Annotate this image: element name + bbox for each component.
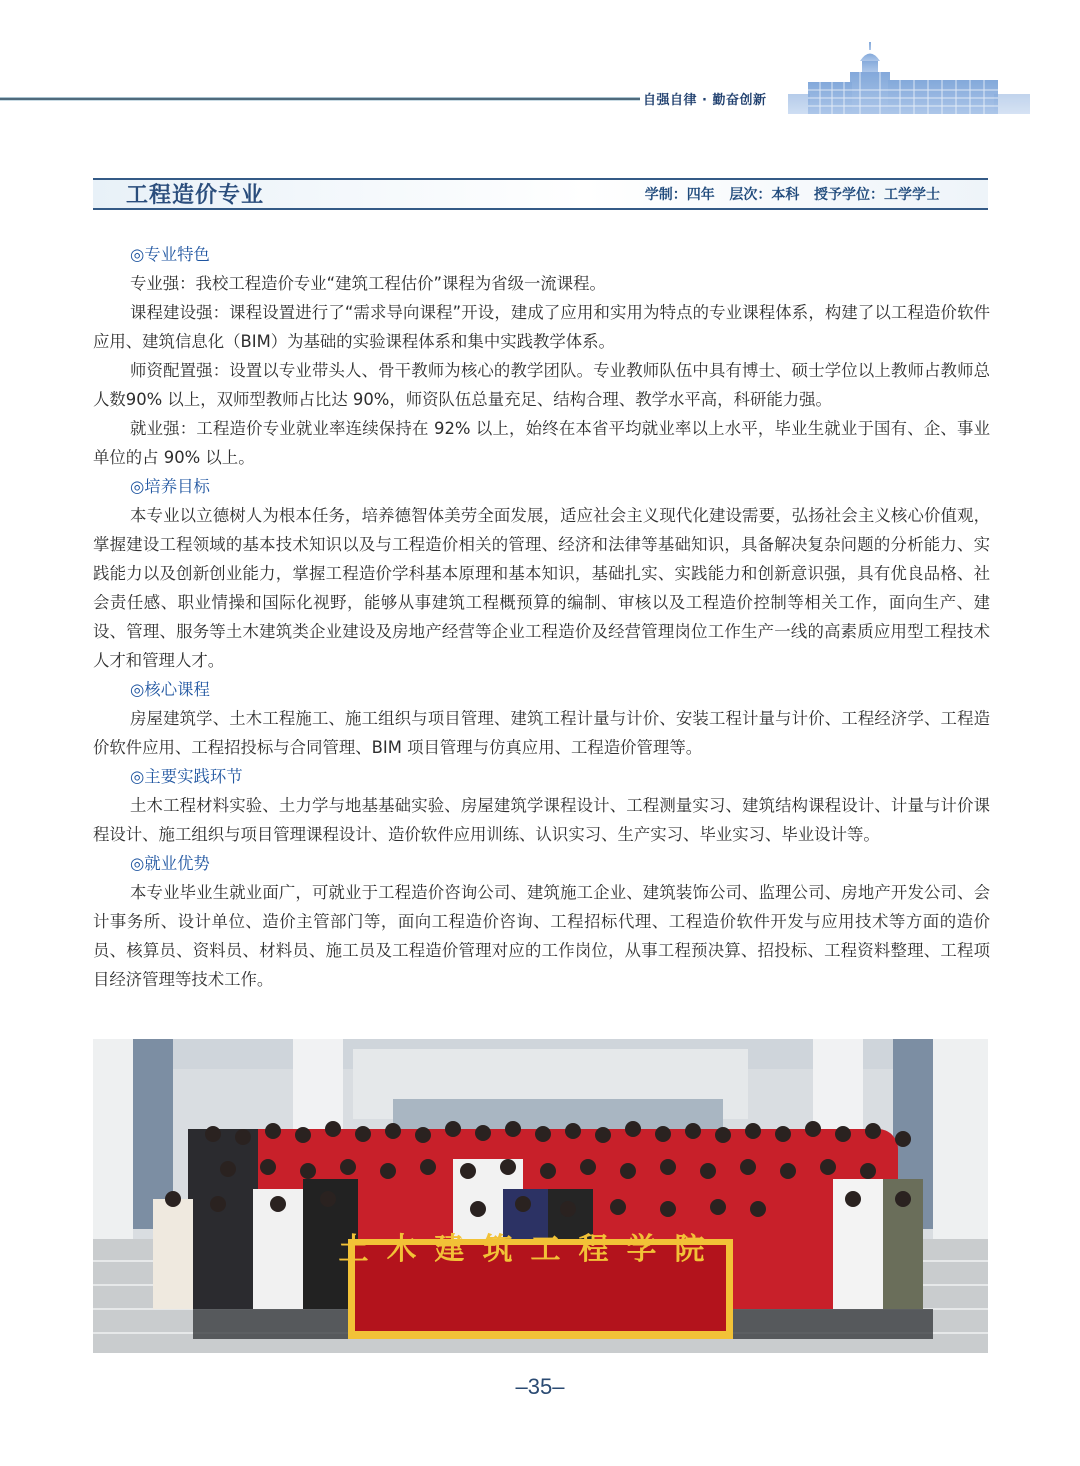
section-heading-employment: ◎就业优势 <box>130 854 210 873</box>
major-title: 工程造价专业 <box>126 182 265 208</box>
section-heading-core-courses: ◎核心课程 <box>130 680 210 699</box>
building-illustration-icon <box>780 38 1040 118</box>
duration-label: 学制：四年 <box>644 187 715 203</box>
paragraph: 师资配置强：设置以专业带头人、骨干教师为核心的教学团队。专业教师队伍中具有博士、硕士学位以上教师占教师总人数90% 以上，双师型教师占比达 90%，师资队伍总量充足、结构合理、教学水平高，科研能力强。 <box>93 361 990 409</box>
major-title-bar <box>93 178 988 210</box>
paragraph: 本专业毕业生就业面广，可就业于工程造价咨询公司、建筑施工企业、建筑装饰公司、监理公司、房地产开发公司、会计事务所、设计单位、造价主管部门等，面向工程造价咨询、工程招标代理、工程造价软件开发与应用技术等方面的造价员、核算员、资料员、材料员、施工员及工程造价管理对应的工作岗位，从事工程预决算、招投标、工程资料整理、工程项目经济管理等技术工作。 <box>93 883 990 989</box>
paragraph: 土木工程材料实验、土力学与地基基础实验、房屋建筑学课程设计、工程测量实习、建筑结构课程设计、计量与计价课程设计、施工组织与项目管理课程设计、造价软件应用训练、认识实习、生产实习、毕业实习、毕业设计等。 <box>93 796 990 844</box>
major-meta <box>645 186 940 204</box>
section-heading-objectives: ◎培养目标 <box>130 477 210 496</box>
paragraph: 专业强：我校工程造价专业“建筑工程估价”课程为省级一流课程。 <box>130 274 606 293</box>
header-rule <box>0 97 640 101</box>
banner-text <box>93 1089 978 1353</box>
level-label: 层次：本科 <box>729 187 800 203</box>
paragraph: 就业强：工程造价专业就业率连续保持在 92% 以上，始终在本省平均就业率以上水平，毕业生就业于国有、企、事业单位的占 90% 以上。 <box>93 419 990 467</box>
major-description <box>93 240 990 994</box>
degree-label: 授予学位：工学学士 <box>814 187 940 203</box>
paragraph: 本专业以立德树人为根本任务，培养德智体美劳全面发展，适应社会主义现代化建设需要，弘扬社会主义核心价值观，掌握建设工程领域的基本技术知识以及与工程造价相关的管理、经济和法律等基础知识，具备解决复杂问题的分析能力、实践能力以及创新创业能力，掌握工程造价学科基本原理和基本知识，基础扎实、实践能力和创新意识强，具有优良品格、社会责任感、职业情操和国际化视野，能够从事建筑工程概预算的编制、审核以及工程造价控制等相关工作，面向生产、建设、管理、服务等土木建筑类企业建设及房地产经营等企业工程造价及经营管理岗位工作生产一线的高素质应用型工程技术人才和管理人才。 <box>93 506 990 670</box>
paragraph: 课程建设强：课程设置进行了“需求导向课程”开设，建成了应用和实用为特点的专业课程体系，构建了以工程造价软件应用、建筑信息化（BIM）为基础的实验课程体系和集中实践教学体系。 <box>93 303 990 351</box>
group-photo <box>93 1039 988 1353</box>
section-heading-practice: ◎主要实践环节 <box>130 767 243 786</box>
header-motto: 自强自律 · 勤奋创新 <box>643 93 767 108</box>
paragraph: 房屋建筑学、土木工程施工、施工组织与项目管理、建筑工程计量与计价、安装工程计量与计价、工程经济学、工程造价软件应用、工程招投标与合同管理、BIM 项目管理与仿真应用、工程造价管理等。 <box>93 709 990 757</box>
section-heading-features: ◎专业特色 <box>130 245 210 264</box>
page-number: –35– <box>515 1374 565 1399</box>
banner-label: 土木建筑工程学院 <box>338 1232 723 1267</box>
